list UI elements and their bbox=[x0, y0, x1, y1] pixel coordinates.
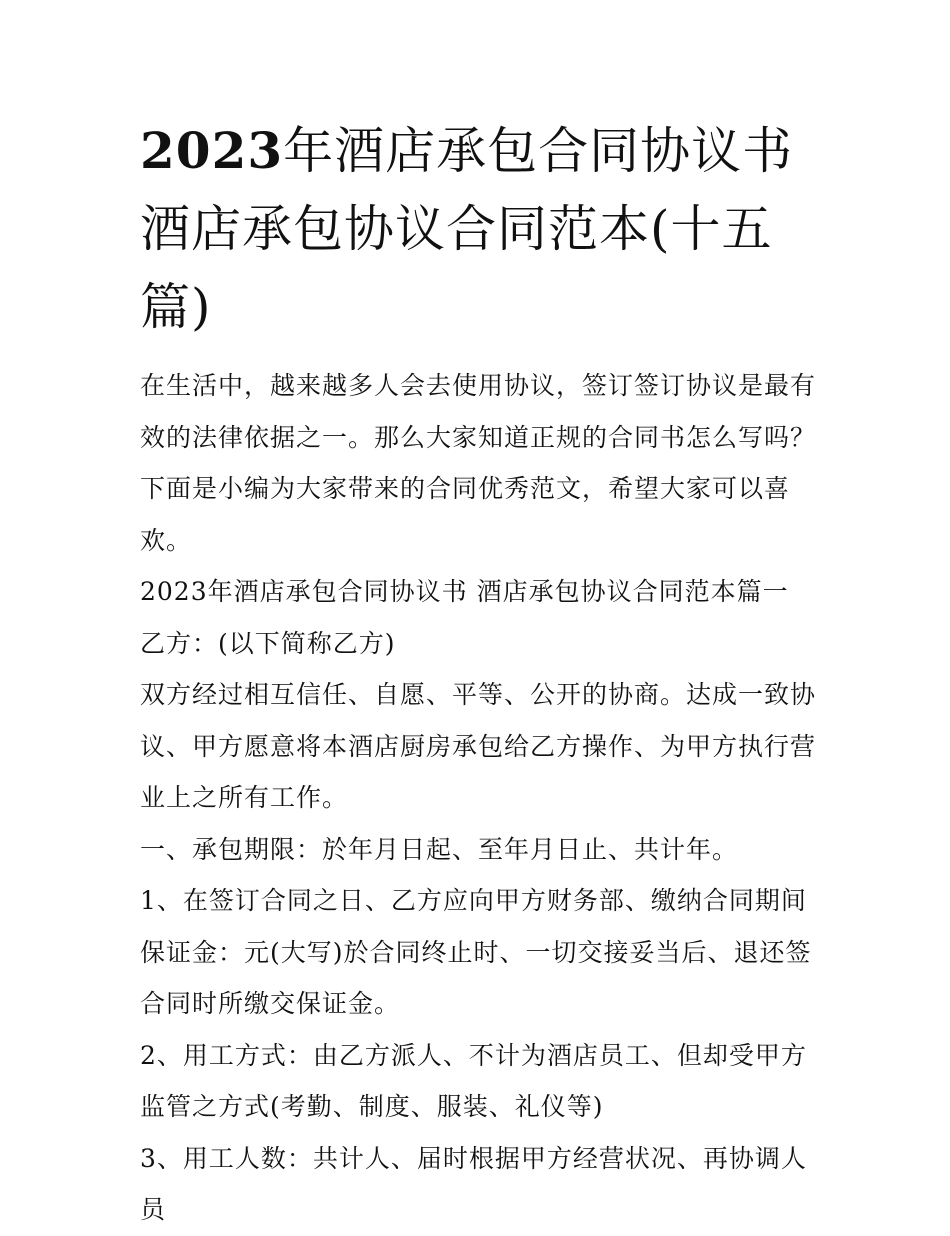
paragraph-intro: 在生活中，越来越多人会去使用协议，签订签订协议是最有效的法律依据之一。那么大家知道正规的合同书怎么写吗？下面是小编为大家带来的合同优秀范文，希望大家可以喜欢。 bbox=[140, 371, 817, 555]
paragraph-agreement: 双方经过相互信任、自愿、平等、公开的协商。达成一致协议、甲方愿意将本酒店厨房承包给乙方操作、为甲方执行营业上之所有工作。 bbox=[140, 680, 817, 812]
document-body bbox=[140, 112, 820, 1236]
paragraph-clause-3: 3、用工人数：共计人、届时根据甲方经营状况、再协调人员 bbox=[140, 1143, 807, 1224]
title-year: 2023 bbox=[140, 121, 284, 180]
paragraph-contract-heading: 2023年酒店承包合同协议书 酒店承包协议合同范本篇一 乙方：(以下简称乙方) bbox=[140, 577, 789, 658]
paragraph-clause-2: 2、用工方式：由乙方派人、不计为酒店员工、但却受甲方监管之方式(考勤、制度、服装、礼仪等) bbox=[140, 1040, 807, 1121]
title-text: 年酒店承包合同协议书 酒店承包协议合同范本(十五篇) bbox=[140, 122, 794, 336]
paragraph-term: 一、承包期限：於年月日起、至年月日止、共计年。 bbox=[140, 834, 739, 864]
document-title bbox=[140, 112, 820, 346]
paragraph-clause-1: 1、在签订合同之日、乙方应向甲方财务部、缴纳合同期间保证金：元(大写)於合同终止时、一切交接妥当后、退还签合同时所缴交保证金。 bbox=[140, 886, 812, 1018]
